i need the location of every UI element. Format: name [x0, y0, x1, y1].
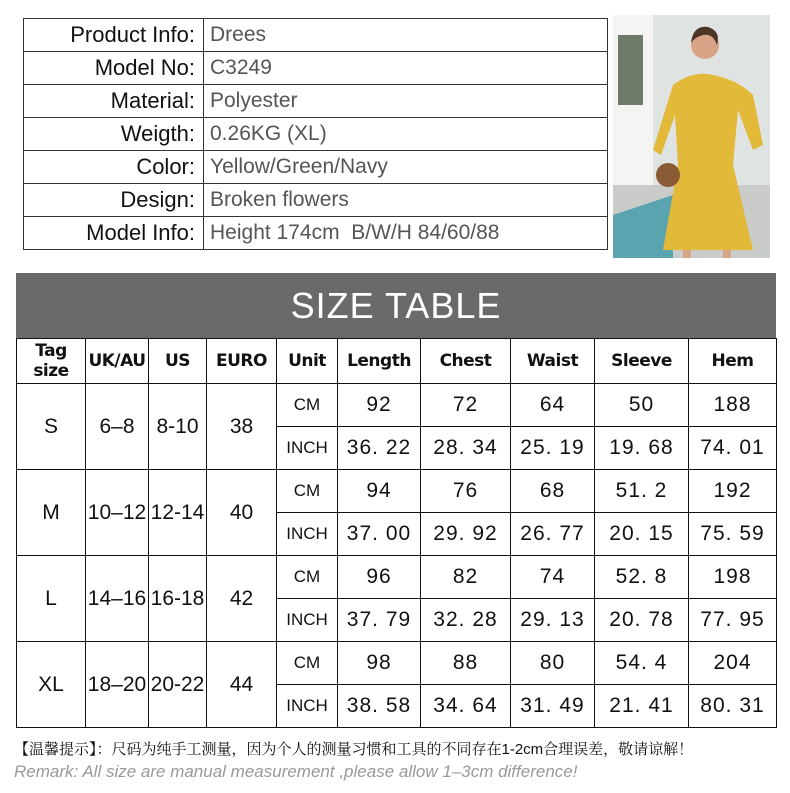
us-size: 16-18	[149, 556, 207, 642]
measurement-inch: 34. 64	[421, 685, 511, 728]
model-photo	[613, 15, 770, 258]
size-row-cm	[17, 470, 777, 513]
measurement-inch: 29. 92	[421, 513, 511, 556]
measurement-cm: 72	[421, 384, 511, 427]
measurement-inch: 38. 58	[338, 685, 421, 728]
info-value: C3249	[204, 52, 608, 85]
info-label: Model Info:	[24, 217, 204, 250]
measurement-cm: 82	[421, 556, 511, 599]
measurement-inch: 36. 22	[338, 427, 421, 470]
size-row-cm	[17, 642, 777, 685]
column-header: US	[149, 339, 207, 384]
uk-au-size: 14–16	[86, 556, 149, 642]
measurement-cm: 96	[338, 556, 421, 599]
measurement-inch: 28. 34	[421, 427, 511, 470]
column-header: Tag size	[17, 339, 86, 384]
product-info-table	[23, 18, 608, 250]
tag-size: S	[17, 384, 86, 470]
tag-size: XL	[17, 642, 86, 728]
measurement-inch: 37. 79	[338, 599, 421, 642]
measurement-cm: 52. 8	[595, 556, 689, 599]
measurement-inch: 26. 77	[511, 513, 595, 556]
info-label: Model No:	[24, 52, 204, 85]
size-table	[16, 338, 777, 728]
size-row-cm	[17, 384, 777, 427]
measurement-cm: 94	[338, 470, 421, 513]
info-value: Yellow/Green/Navy	[204, 151, 608, 184]
size-row-cm	[17, 556, 777, 599]
tag-size: L	[17, 556, 86, 642]
info-row	[24, 217, 608, 250]
unit-cm: CM	[277, 642, 338, 685]
uk-au-size: 18–20	[86, 642, 149, 728]
column-header: EURO	[207, 339, 277, 384]
info-label: Weigth:	[24, 118, 204, 151]
unit-inch: INCH	[277, 513, 338, 556]
column-header: Unit	[277, 339, 338, 384]
measurement-inch: 20. 78	[595, 599, 689, 642]
us-size: 20-22	[149, 642, 207, 728]
info-value: Drees	[204, 19, 608, 52]
column-header: Hem	[689, 339, 777, 384]
us-size: 12-14	[149, 470, 207, 556]
measurement-cm: 88	[421, 642, 511, 685]
info-row	[24, 118, 608, 151]
unit-cm: CM	[277, 470, 338, 513]
info-value: Broken flowers	[204, 184, 608, 217]
measurement-cm: 188	[689, 384, 777, 427]
measurement-inch: 80. 31	[689, 685, 777, 728]
measurement-inch: 21. 41	[595, 685, 689, 728]
tag-size: M	[17, 470, 86, 556]
note-english: Remark: All size are manual measurement ,please allow 1–3cm difference!	[14, 762, 578, 781]
measurement-cm: 50	[595, 384, 689, 427]
info-row	[24, 19, 608, 52]
column-header: Sleeve	[595, 339, 689, 384]
euro-size: 44	[207, 642, 277, 728]
measurement-inch: 37. 00	[338, 513, 421, 556]
info-value: Height 174cm B/W/H 84/60/88	[204, 217, 608, 250]
measurement-inch: 19. 68	[595, 427, 689, 470]
measurement-cm: 192	[689, 470, 777, 513]
measurement-cm: 198	[689, 556, 777, 599]
euro-size: 40	[207, 470, 277, 556]
column-header: Chest	[421, 339, 511, 384]
unit-inch: INCH	[277, 427, 338, 470]
euro-size: 38	[207, 384, 277, 470]
info-row	[24, 85, 608, 118]
measurement-cm: 64	[511, 384, 595, 427]
measurement-inch: 31. 49	[511, 685, 595, 728]
measurement-cm: 51. 2	[595, 470, 689, 513]
uk-au-size: 6–8	[86, 384, 149, 470]
us-size: 8-10	[149, 384, 207, 470]
unit-cm: CM	[277, 556, 338, 599]
info-value: 0.26KG (XL)	[204, 118, 608, 151]
info-label: Design:	[24, 184, 204, 217]
size-table-title: SIZE TABLE	[16, 273, 776, 338]
euro-size: 42	[207, 556, 277, 642]
measurement-cm: 80	[511, 642, 595, 685]
column-header: Length	[338, 339, 421, 384]
info-label: Material:	[24, 85, 204, 118]
measurement-inch: 29. 13	[511, 599, 595, 642]
note-chinese: 【温馨提示】：尺码为纯手工测量，因为个人的测量习惯和工具的不同存在1-2cm合理误差，敬请谅解！	[14, 741, 694, 758]
measurement-cm: 76	[421, 470, 511, 513]
info-label: Color:	[24, 151, 204, 184]
measurement-cm: 54. 4	[595, 642, 689, 685]
info-label: Product Info:	[24, 19, 204, 52]
measurement-cm: 68	[511, 470, 595, 513]
measurement-inch: 32. 28	[421, 599, 511, 642]
column-header: UK/AU	[86, 339, 149, 384]
info-row	[24, 184, 608, 217]
measurement-inch: 20. 15	[595, 513, 689, 556]
uk-au-size: 10–12	[86, 470, 149, 556]
info-value: Polyester	[204, 85, 608, 118]
measurement-inch: 77. 95	[689, 599, 777, 642]
info-row	[24, 52, 608, 85]
unit-inch: INCH	[277, 685, 338, 728]
measurement-cm: 204	[689, 642, 777, 685]
measurement-cm: 92	[338, 384, 421, 427]
measurement-inch: 75. 59	[689, 513, 777, 556]
unit-cm: CM	[277, 384, 338, 427]
column-header: Waist	[511, 339, 595, 384]
info-row	[24, 151, 608, 184]
size-header-row	[17, 339, 777, 384]
measurement-inch: 25. 19	[511, 427, 595, 470]
unit-inch: INCH	[277, 599, 338, 642]
measurement-cm: 98	[338, 642, 421, 685]
measurement-cm: 74	[511, 556, 595, 599]
measurement-inch: 74. 01	[689, 427, 777, 470]
